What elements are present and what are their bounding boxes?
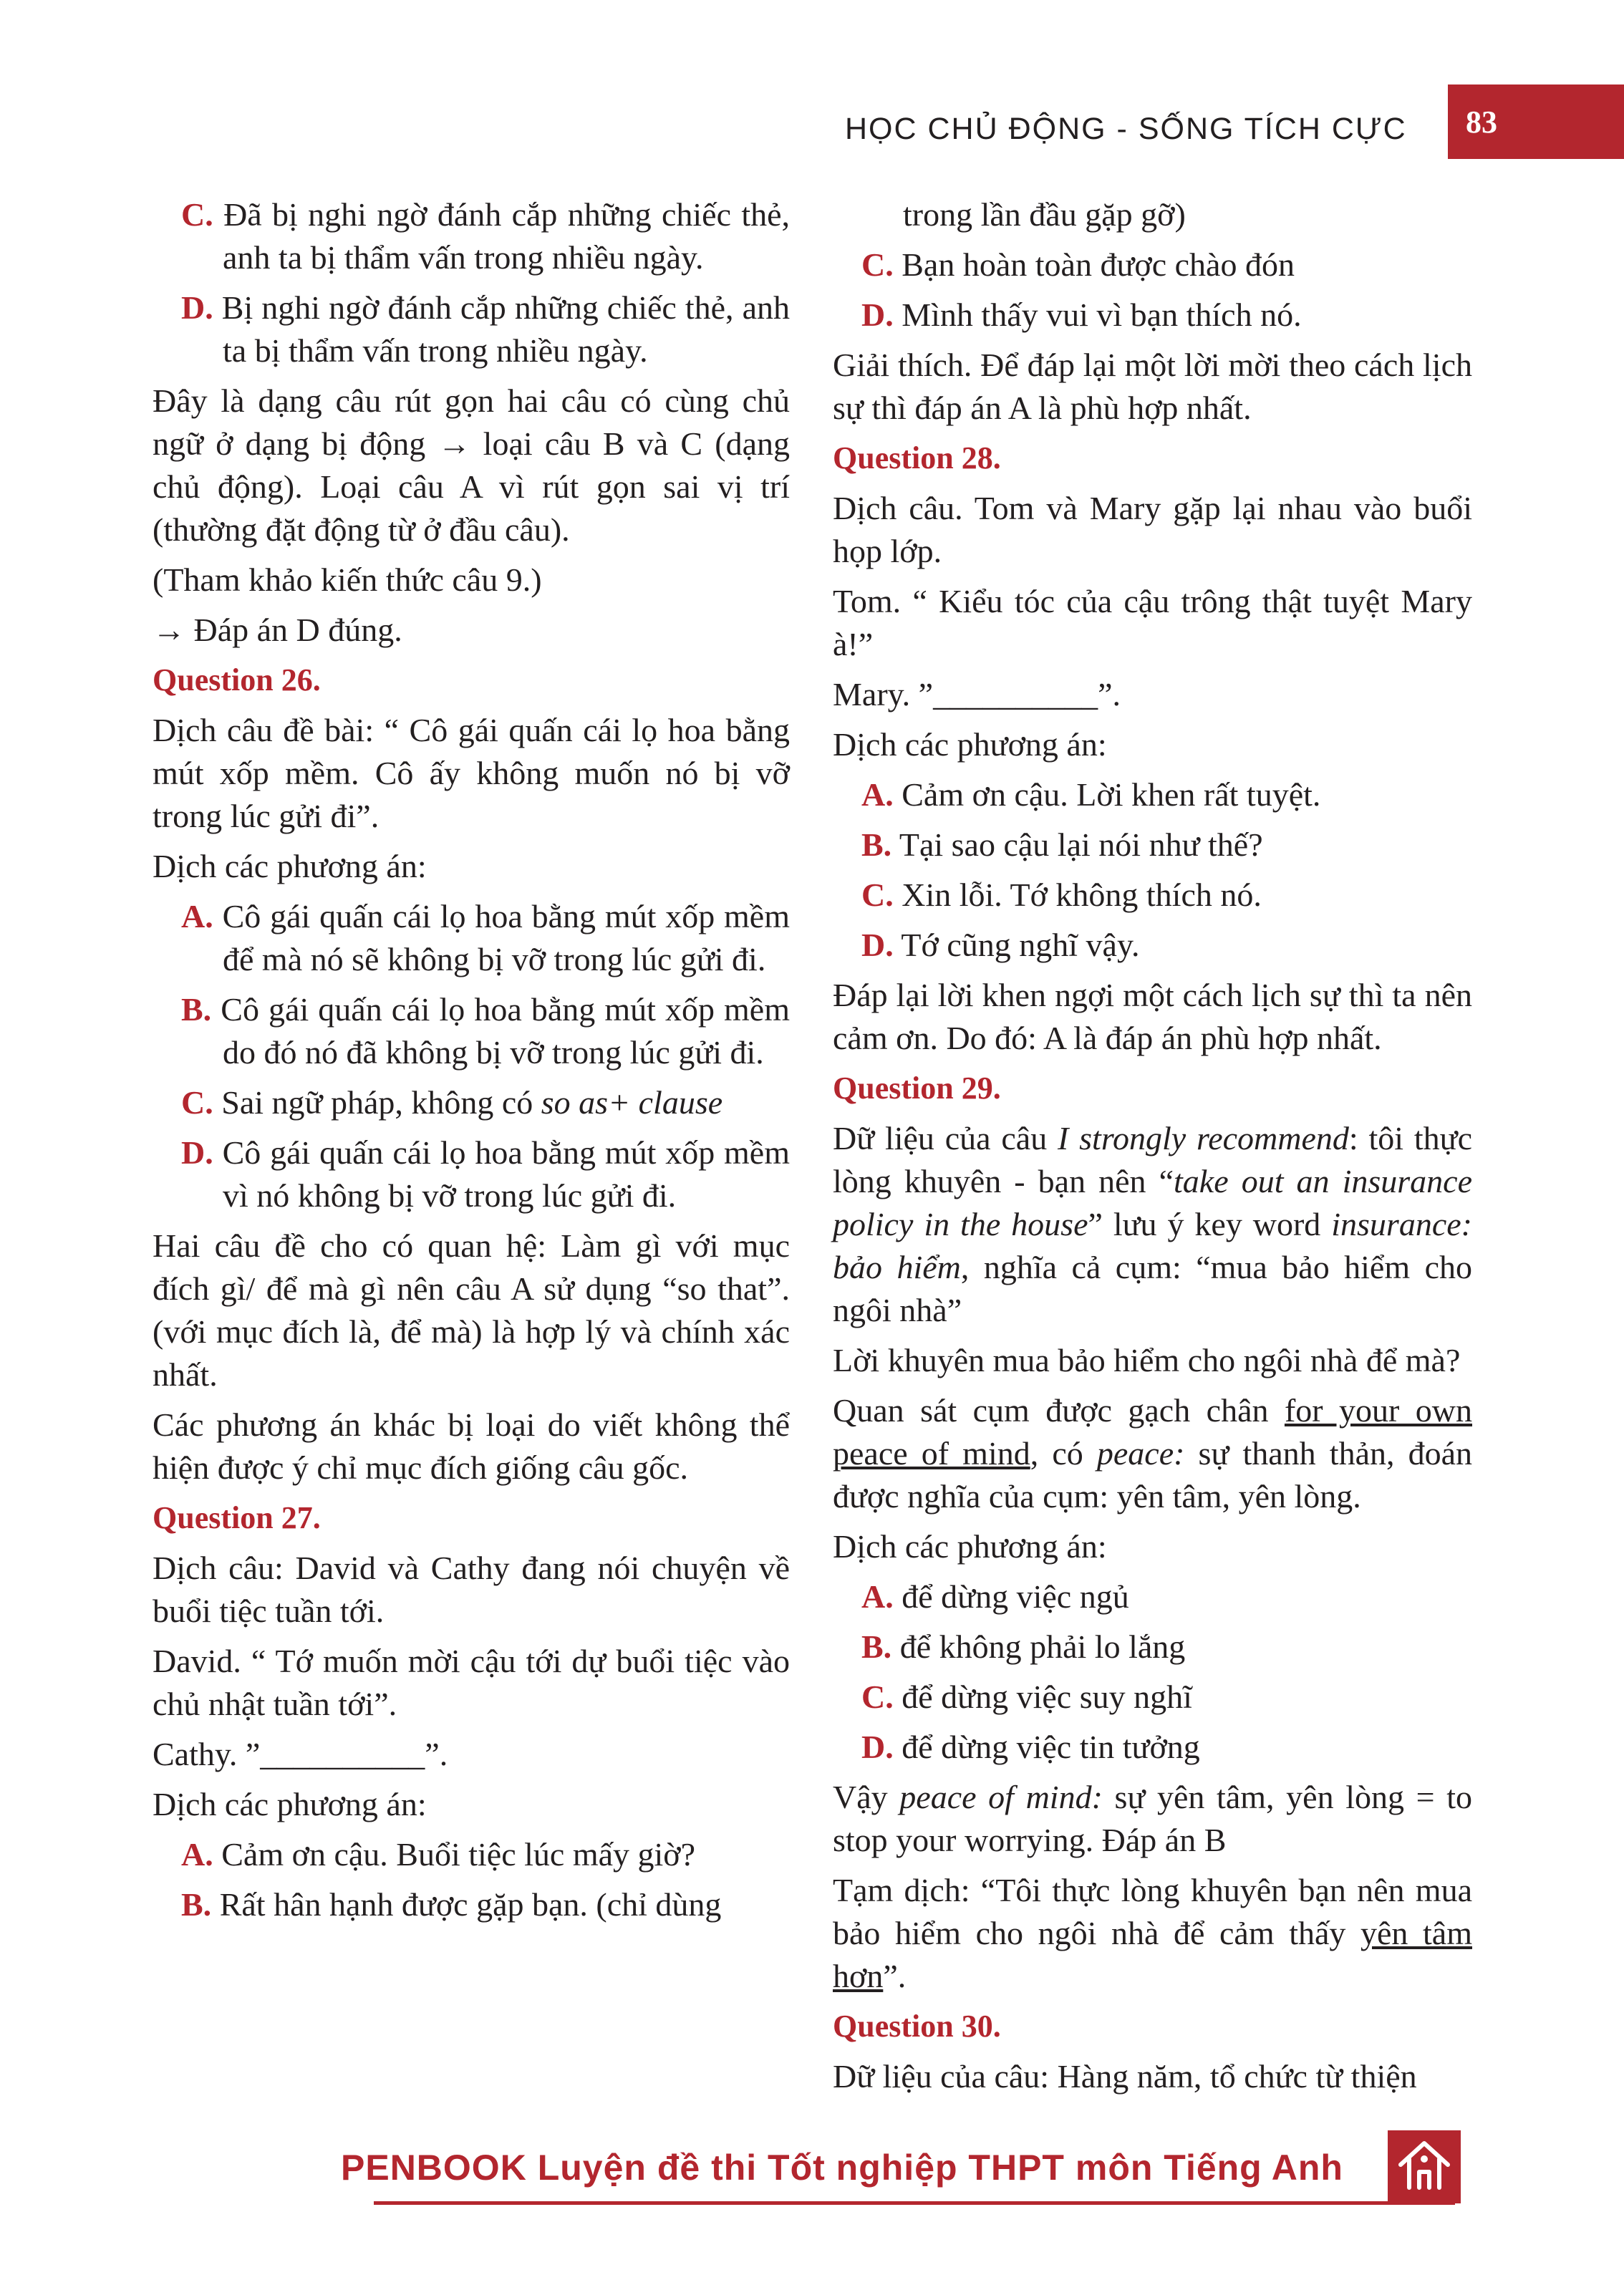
paragraph: Đáp lại lời khen ngợi một cách lịch sự thì ta nên cảm ơn. Do đó: A là đáp án phù hợp nhất. — [833, 977, 1472, 1056]
paragraph: Hai câu đề cho có quan hệ: Làm gì với mục đích gì/ để mà gì nên câu A sử dụng “so that”. (với mục đích là, để mà) là hợp lý và chính xác nhất. — [153, 1227, 790, 1393]
paragraph: Dịch câu đề bài: “ Cô gái quấn cái lọ hoa bằng mút xốp mềm. Cô ấy không muốn nó bị vỡ trong lúc gửi đi”. — [153, 712, 790, 834]
option-c: C. Sai ngữ pháp, không có so as+ clause — [181, 1084, 723, 1121]
option-d: D. Bị nghi ngờ đánh cắp những chiếc thẻ, anh ta bị thẩm vấn trong nhiều ngày. — [181, 289, 790, 369]
paragraph: Dữ liệu của câu I strongly recommend: tôi thực lòng khuyên - bạn nên “take out an insurance policy in the house” lưu ý key word insurance: bảo hiểm, nghĩa cả cụm: “mua bảo hiểm cho ngôi nhà” — [833, 1120, 1472, 1328]
paragraph: Quan sát cụm được gạch chân for your own peace of mind, có peace: sự thanh thản, đoán được nghĩa của cụm: yên tâm, yên lòng. — [833, 1392, 1472, 1515]
option-c: C. Bạn hoàn toàn được chào đón — [861, 246, 1295, 283]
option-a: A. Cảm ơn cậu. Lời khen rất tuyệt. — [861, 776, 1321, 813]
paragraph: Tạm dịch: “Tôi thực lòng khuyên bạn nên mua bảo hiểm cho ngôi nhà để cảm thấy yên tâm hơn”. — [833, 1872, 1472, 1994]
publisher-logo-icon — [1388, 2130, 1461, 2203]
option-continuation: trong lần đầu gặp gỡ) — [903, 196, 1186, 233]
option-a: A. để dừng việc ngủ — [861, 1578, 1129, 1615]
question-26-heading: Question 26. — [153, 662, 321, 697]
option-c: C. để dừng việc suy nghĩ — [861, 1679, 1192, 1715]
page-number: 83 — [1448, 84, 1624, 159]
footer-divider — [374, 2201, 1455, 2205]
option-b: B. Rất hân hạnh được gặp bạn. (chỉ dùng — [181, 1886, 722, 1923]
paragraph: David. “ Tớ muốn mời cậu tới dự buổi tiệc vào chủ nhật tuần tới”. — [153, 1643, 790, 1722]
paragraph: Cathy. ”__________”. — [153, 1736, 448, 1772]
option-b: B. Tại sao cậu lại nói như thế? — [861, 826, 1263, 863]
paragraph: Dịch các phương án: — [153, 848, 427, 884]
option-a: A. Cảm ơn cậu. Buổi tiệc lúc mấy giờ? — [181, 1836, 696, 1873]
option-b: B. để không phải lo lắng — [861, 1628, 1186, 1665]
paragraph: (Tham khảo kiến thức câu 9.) — [153, 561, 542, 598]
paragraph: Dịch câu. Tom và Mary gặp lại nhau vào buổi họp lớp. — [833, 490, 1472, 569]
paragraph: Dịch câu: David và Cathy đang nói chuyện về buổi tiệc tuần tới. — [153, 1550, 790, 1629]
paragraph: Mary. ”__________”. — [833, 676, 1121, 713]
option-d: D. Cô gái quấn cái lọ hoa bằng mút xốp mềm vì nó không bị vỡ trong lúc gửi đi. — [181, 1134, 791, 1214]
paragraph: Dịch các phương án: — [153, 1786, 427, 1822]
paragraph: Dữ liệu của câu: Hàng năm, tổ chức từ thiện — [833, 2058, 1417, 2095]
question-27-heading: Question 27. — [153, 1500, 321, 1535]
paragraph: Giải thích. Để đáp lại một lời mời theo cách lịch sự thì đáp án A là phù hợp nhất. — [833, 347, 1472, 426]
option-b: B. Cô gái quấn cái lọ hoa bằng mút xốp mềm do đó nó đã không bị vỡ trong lúc gửi đi. — [181, 991, 791, 1071]
paragraph: Dịch các phương án: — [833, 726, 1107, 763]
paragraph: Đây là dạng câu rút gọn hai câu có cùng chủ ngữ ở dạng bị động → loại câu B và C (dạng chủ động). Loại câu A vì rút gọn sai vị trí (thường đặt động từ ở đầu câu). — [153, 382, 790, 548]
paragraph: Lời khuyên mua bảo hiểm cho ngôi nhà để mà? — [833, 1342, 1461, 1378]
paragraph: Tom. “ Kiểu tóc của cậu trông thật tuyệt Mary à!” — [833, 583, 1472, 662]
option-d: D. Mình thấy vui vì bạn thích nó. — [861, 296, 1302, 333]
option-c: C. Xin lỗi. Tớ không thích nó. — [861, 876, 1262, 913]
option-a: A. Cô gái quấn cái lọ hoa bằng mút xốp mềm để mà nó sẽ không bị vỡ trong lúc gửi đi. — [181, 898, 791, 977]
running-header: HỌC CHỦ ĐỘNG - SỐNG TÍCH CỰC — [845, 112, 1407, 146]
left-column — [153, 193, 790, 1933]
question-28-heading: Question 28. — [833, 440, 1001, 475]
option-c: C. Đã bị nghi ngờ đánh cắp những chiếc thẻ, anh ta bị thẩm vấn trong nhiều ngày. — [181, 196, 791, 276]
right-column — [833, 193, 1472, 2105]
option-d: D. để dừng việc tin tưởng — [861, 1729, 1200, 1765]
option-d: D. Tớ cũng nghĩ vậy. — [861, 927, 1140, 963]
paragraph: Các phương án khác bị loại do viết không thể hiện được ý chỉ mục đích giống câu gốc. — [153, 1406, 790, 1486]
paragraph: Vậy peace of mind: sự yên tâm, yên lòng = to stop your worrying. Đáp án B — [833, 1779, 1472, 1858]
paragraph: → Đáp án D đúng. — [153, 612, 402, 648]
question-30-heading: Question 30. — [833, 2009, 1001, 2044]
question-29-heading: Question 29. — [833, 1071, 1001, 1106]
paragraph: Dịch các phương án: — [833, 1528, 1107, 1565]
footer-title: PENBOOK Luyện đề thi Tốt nghiệp THPT môn Tiếng Anh — [341, 2148, 1343, 2188]
